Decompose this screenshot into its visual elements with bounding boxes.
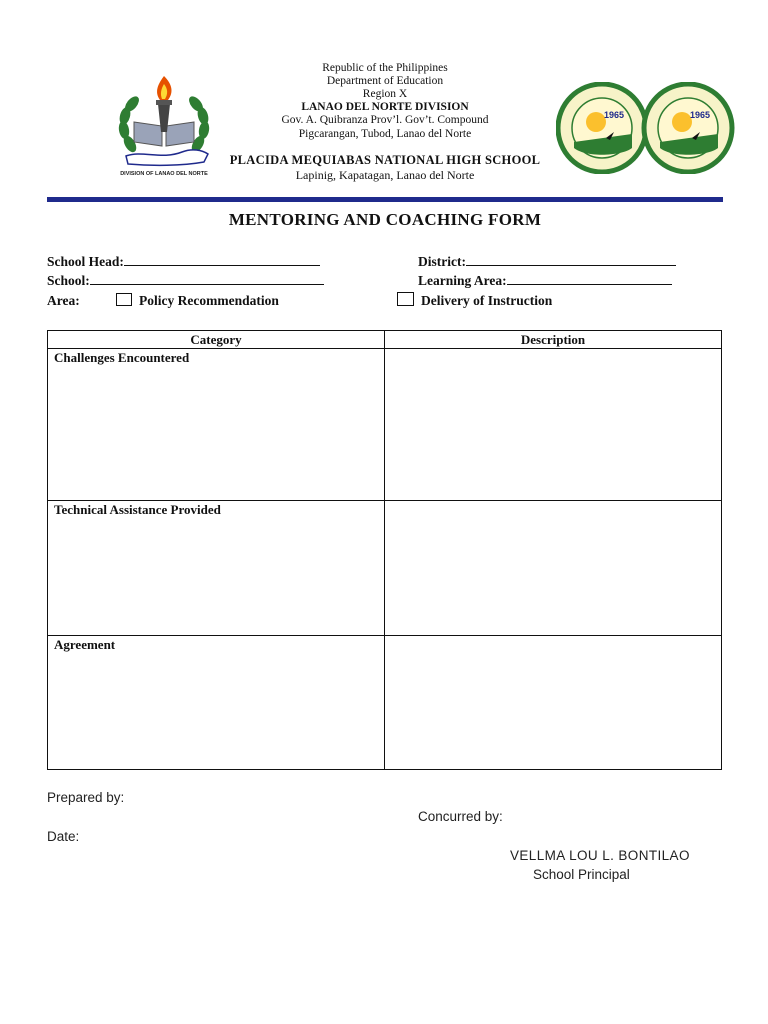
header-divider [47, 197, 723, 202]
area-label: Area: [47, 293, 80, 308]
header-department: Department of Education [326, 75, 444, 87]
header-address-2: Pigcarangan, Tubod, Lanao del Norte [298, 128, 472, 140]
category-challenges: Challenges Encountered [54, 350, 190, 365]
category-cell [48, 349, 385, 501]
school-address: Lapinig, Kapatagan, Lanao del Norte [295, 168, 475, 182]
category-cell [48, 636, 385, 770]
delivery-checkbox[interactable] [397, 292, 414, 306]
table-row [48, 636, 722, 770]
district-field [418, 254, 676, 270]
svg-text:1965: 1965 [603, 110, 625, 120]
signatory-title: School Principal [533, 867, 630, 882]
table-row [48, 501, 722, 636]
school-head-label: School Head: [47, 254, 124, 269]
category-header: Category [48, 331, 385, 349]
school-line[interactable] [90, 273, 324, 285]
school-label: School: [47, 273, 90, 288]
school-head-field [47, 254, 320, 270]
description-header: Description [385, 331, 722, 349]
mentoring-table [47, 330, 722, 770]
prepared-by-label: Prepared by: [47, 790, 125, 805]
policy-option [116, 293, 279, 309]
school-field [47, 273, 324, 289]
school-head-line[interactable] [124, 254, 320, 266]
concurred-by-label: Concurred by: [418, 809, 503, 824]
form-title: MENTORING AND COACHING FORM [228, 210, 542, 229]
learning-area-label: Learning Area: [418, 273, 507, 288]
district-label: District: [418, 254, 466, 269]
delivery-option-label: Delivery of Instruction [421, 293, 553, 308]
header-republic: Republic of the Philippines [322, 62, 448, 74]
signatory-name: VELLMA LOU L. BONTILAO [510, 848, 690, 863]
division-logo-caption: DIVISION OF LANAO DEL NORTE [120, 171, 208, 177]
header-address-1: Gov. A. Quibranza Prov’l. Gov’t. Compound [281, 114, 489, 126]
category-technical-assistance: Technical Assistance Provided [54, 502, 221, 517]
category-cell [48, 501, 385, 636]
description-cell-agreement[interactable] [385, 636, 722, 770]
header-division: LANAO DEL NORTE DIVISION [301, 101, 469, 113]
delivery-option [397, 292, 552, 309]
description-cell-technical-assistance[interactable] [385, 501, 722, 636]
school-seal-right [644, 84, 732, 172]
policy-option-label: Policy Recommendation [139, 293, 279, 308]
school-name: PLACIDA MEQUIABAS NATIONAL HIGH SCHOOL [229, 153, 541, 167]
table-header-row [48, 331, 722, 349]
svg-text:1965: 1965 [689, 110, 711, 120]
district-line[interactable] [466, 254, 676, 266]
table-row [48, 349, 722, 501]
learning-area-line[interactable] [507, 273, 672, 285]
learning-area-field [418, 273, 672, 289]
policy-checkbox[interactable] [116, 293, 132, 306]
category-agreement: Agreement [54, 637, 116, 652]
header-region: Region X [362, 88, 408, 100]
date-label: Date: [47, 829, 80, 844]
description-cell-challenges[interactable] [385, 349, 722, 501]
